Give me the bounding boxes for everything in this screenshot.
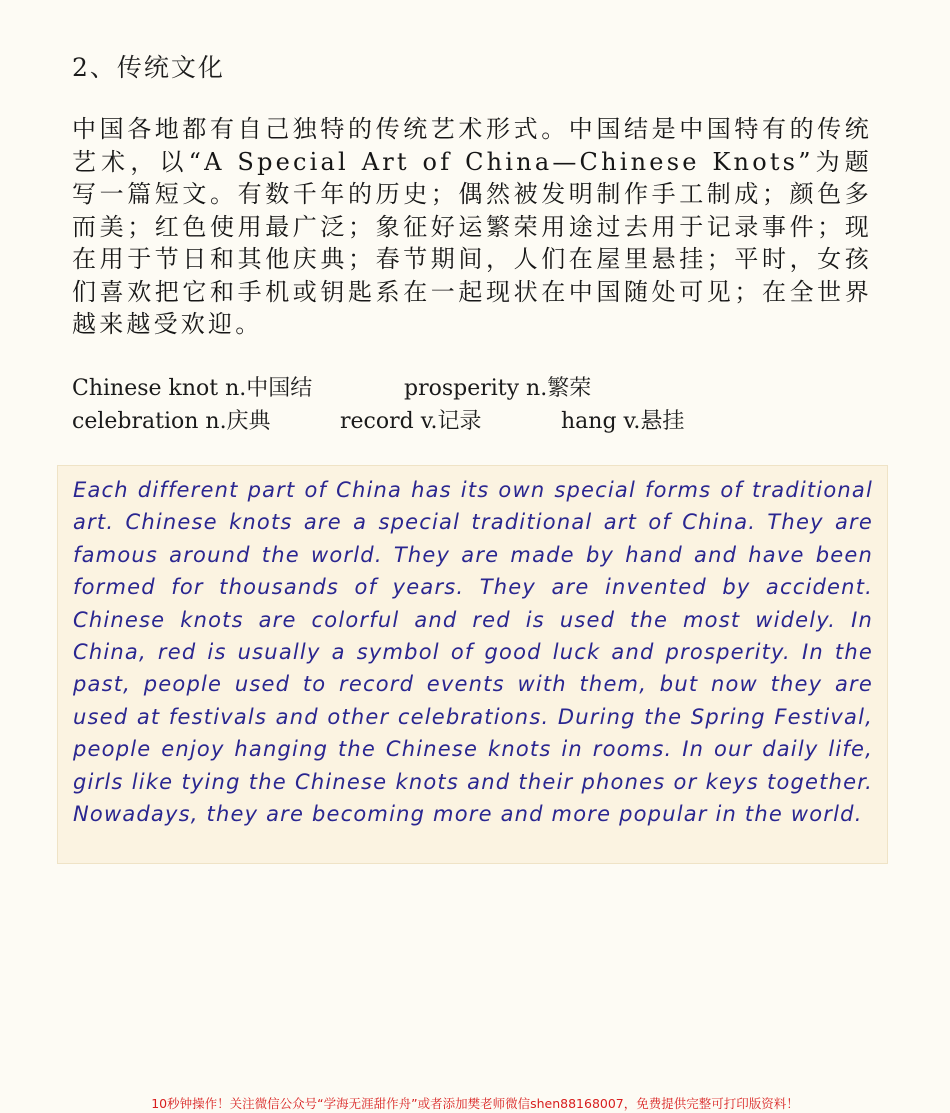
- vocabulary-row: [72, 405, 684, 438]
- vocabulary-list: [72, 372, 684, 438]
- writing-prompt: 中国各地都有自己独特的传统艺术形式。中国结是中国特有的传统艺术，以“A Special Art of China—Chinese Knots”为题写一篇短文。有数千年的历史；偶然被发明制作手工制成；颜色多而美；红色使用最广泛；象征好运繁荣用途过去用于记录事件；现在用于节日和其他庆典；春节期间，人们在屋里悬挂；平时，女孩们喜欢把它和手机或钥匙系在一起现状在中国随处可见；在全世界越来越受欢迎。: [72, 115, 872, 338]
- footer-promo: 10秒钟操作！关注微信公众号“学海无涯甜作舟”或者添加樊老师微信shen88168007，免费提供完整可打印版资料！: [151, 1096, 799, 1111]
- vocabulary-item-prosperity: prosperity n.繁荣: [404, 376, 592, 401]
- vocabulary-item-record: record v.记录: [340, 409, 482, 434]
- vocabulary-item-chinese-knot: Chinese knot n.中国结: [72, 376, 313, 401]
- section-title: 2、传统文化: [72, 53, 225, 82]
- vocabulary-item-celebration: celebration n.庆典: [72, 409, 271, 434]
- vocabulary-item-hang: hang v.悬挂: [561, 409, 685, 434]
- vocabulary-row: [72, 372, 684, 405]
- model-essay-box: [57, 465, 888, 864]
- model-essay-text: Each different part of China has its own special forms of traditional art. Chinese knots are a special traditional art of China. They are famous around the world. They are made by hand and have been formed for thousands of years. They are invented by accident. Chinese knots are colorful and red is used the most widely. In China, red is usually a symbol of good luck and prosperity. In the past, people used to record events with them, but now they are used at festivals and other celebrations. During the Spring Festival, people enjoy hanging the Chinese knots in rooms. In our daily life, girls like tying the Chinese knots and their phones or keys together. Nowadays, they are becoming more and more popular in the world.: [73, 478, 873, 827]
